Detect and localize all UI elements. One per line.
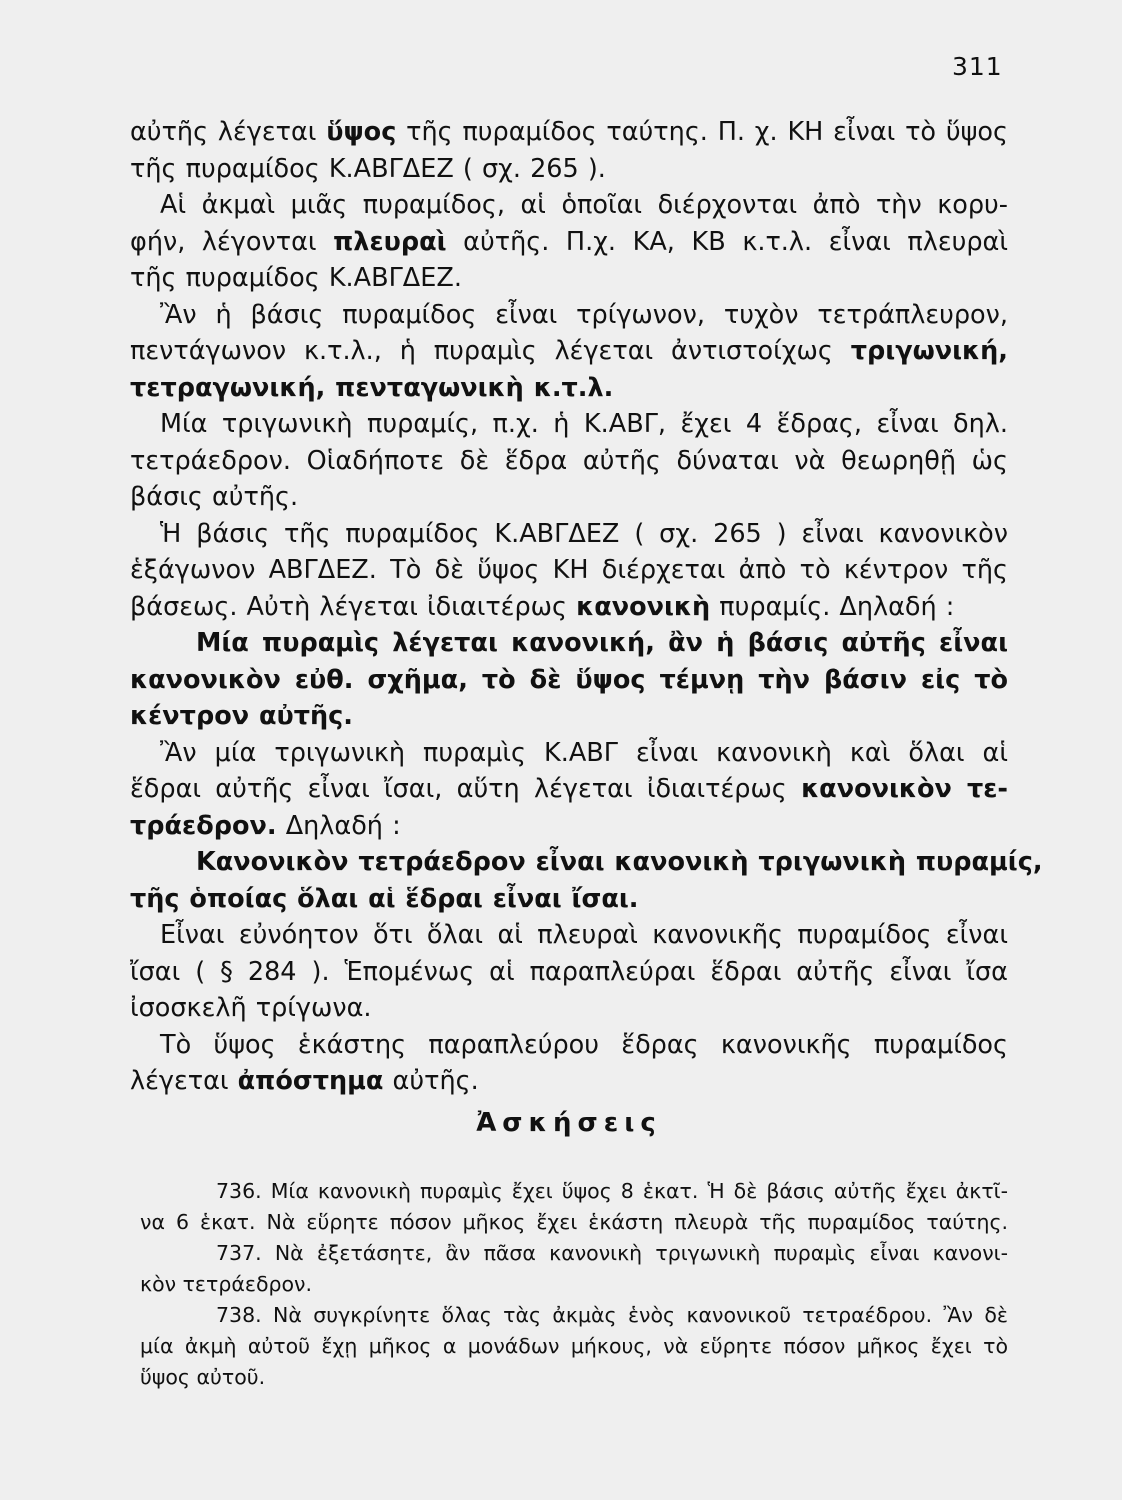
exercise-line: κὸν τετράεδρον. bbox=[140, 1272, 313, 1296]
text-line: τῆς ὁποίας ὅλαι αἱ ἕδραι εἶναι ἴσαι. bbox=[130, 883, 639, 914]
bold-term: κανονικὴ bbox=[576, 591, 711, 622]
text-line: Αἱ ἀκμαὶ μιᾶς πυραμίδος, αἱ ὁποῖαι διέρχονται ἀπὸ τὴν κορυ- bbox=[160, 190, 1008, 220]
exercise-line: 738. Νὰ συγκρίνητε ὅλας τὰς ἀκμὰς ἑνὸς κανονικοῦ τετραέδρου. Ἂν δὲ bbox=[216, 1303, 1008, 1327]
text-line: Μία τριγωνικὴ πυραμίς, π.χ. ἡ Κ.ΑΒΓ, ἔχει 4 ἕδρας, εἶναι δηλ. bbox=[160, 409, 1008, 439]
text-line: τετραγωνική, πενταγωνικὴ κ.τ.λ. bbox=[130, 372, 614, 403]
exercises-list bbox=[140, 1176, 1008, 1393]
text-line: Ἡ βάσις τῆς πυραμίδος Κ.ΑΒΓΔΕΖ ( σχ. 265 ) εἶναι κανονικὸν bbox=[160, 518, 1008, 549]
exercise-line: 737. Νὰ ἐξετάσητε, ἂν πᾶσα κανονικὴ τριγωνικὴ πυραμὶς εἶναι κανονι- bbox=[216, 1241, 1008, 1265]
bold-term: ὕψος bbox=[326, 117, 397, 147]
text-line: πεντάγωνον κ.τ.λ., ἡ πυραμὶς λέγεται ἀντιστοίχως τριγωνική, bbox=[130, 336, 1008, 366]
text-line: τῆς πυραμίδος Κ.ΑΒΓΔΕΖ ( σχ. 265 ). bbox=[130, 153, 606, 184]
body-text bbox=[130, 114, 1043, 1100]
text-line: βάσεως. Αὐτὴ λέγεται ἰδιαιτέρως κανονικὴ πυραμίς. Δηλαδή : bbox=[130, 591, 955, 622]
text-line: Τὸ ὕψος ἑκάστης παραπλεύρου ἕδρας κανονικῆς πυραμίδος bbox=[160, 1029, 1008, 1060]
text-line: ἕδραι αὐτῆς εἶναι ἴσαι, αὕτη λέγεται ἰδιαιτέρως κανονικὸν τε- bbox=[130, 774, 1009, 804]
text-line: Μία πυραμὶς λέγεται κανονική, ἂν ἡ βάσις αὐτῆς εἶναι bbox=[196, 628, 1008, 658]
exercises-heading: Ἀσκήσεις bbox=[476, 1108, 662, 1138]
text-line: Εἶναι εὐνόητον ὅτι ὅλαι αἱ πλευραὶ κανονικῆς πυραμίδος εἶναι bbox=[160, 920, 1008, 950]
page-number: 311 bbox=[952, 52, 1003, 81]
text-line: ἑξάγωνον ΑΒΓΔΕΖ. Τὸ δὲ ὕψος ΚΗ διέρχεται ἀπὸ τὸ κέντρον τῆς bbox=[130, 555, 1008, 585]
bold-term: τράεδρον. bbox=[130, 810, 277, 841]
bold-term: τριγωνική, bbox=[850, 336, 1008, 366]
text-line: τετράεδρον. Οἱαδήποτε δὲ ἕδρα αὐτῆς δύναται νὰ θεωρηθῇ ὡς bbox=[130, 445, 1008, 476]
exercise-line: μία ἀκμὴ αὐτοῦ ἔχῃ μῆκος α μονάδων μήκους, νὰ εὕρητε πόσον μῆκος ἔχει τὸ bbox=[140, 1334, 1008, 1358]
text-line: κανονικὸν εὐθ. σχῆμα, τὸ δὲ ὕψος τέμνῃ τὴν βάσιν εἰς τὸ bbox=[130, 664, 1008, 695]
exercise-line: ὕψος αὐτοῦ. bbox=[140, 1365, 266, 1389]
text-line: ἴσαι ( § 284 ). Ἑπομένως αἱ παραπλεύραι ἕδραι αὐτῆς εἶναι ἴσα bbox=[130, 956, 1008, 987]
exercise-line: 736. Μία κανονικὴ πυραμὶς ἔχει ὕψος 8 ἑκατ. Ἡ δὲ βάσις αὐτῆς ἔχει ἀκτῖ- bbox=[216, 1179, 1008, 1203]
text-line: Ἂν ἡ βάσις πυραμίδος εἶναι τρίγωνον, τυχὸν τετράπλευρον, bbox=[160, 299, 1008, 330]
text-line: κέντρον αὐτῆς. bbox=[130, 701, 353, 731]
text-line: τράεδρον. Δηλαδή : bbox=[130, 810, 401, 841]
text-line: Ἂν μία τριγωνικὴ πυραμὶς Κ.ΑΒΓ εἶναι κανονικὴ καὶ ὅλαι αἱ bbox=[160, 737, 1008, 768]
text-line: ἰσοσκελῆ τρίγωνα. bbox=[130, 993, 372, 1023]
text-line: βάσις αὐτῆς. bbox=[130, 482, 299, 512]
text-line: αὐτῆς λέγεται ὕψος τῆς πυραμίδος ταύτης. Π. χ. ΚΗ εἶναι τὸ ὕψος bbox=[130, 117, 1008, 147]
bold-term: πλευραὶ bbox=[333, 226, 447, 257]
exercise-line: να 6 ἑκατ. Νὰ εὕρητε πόσον μῆκος ἔχει ἑκάστη πλευρὰ τῆς πυραμίδος ταύτης. bbox=[140, 1210, 1008, 1234]
text-line: Κανονικὸν τετράεδρον εἶναι κανονικὴ τριγωνικὴ πυραμίς, bbox=[196, 847, 1043, 877]
bold-term: ἀπόστημα bbox=[237, 1066, 384, 1096]
bold-term: κανονικὸν τε- bbox=[801, 774, 1009, 804]
text-line: φήν, λέγονται πλευραὶ αὐτῆς. Π.χ. ΚΑ, ΚΒ κ.τ.λ. εἶναι πλευραὶ bbox=[130, 226, 1008, 257]
text-line: τῆς πυραμίδος Κ.ΑΒΓΔΕΖ. bbox=[130, 263, 462, 293]
text-line: λέγεται ἀπόστημα αὐτῆς. bbox=[130, 1066, 479, 1096]
